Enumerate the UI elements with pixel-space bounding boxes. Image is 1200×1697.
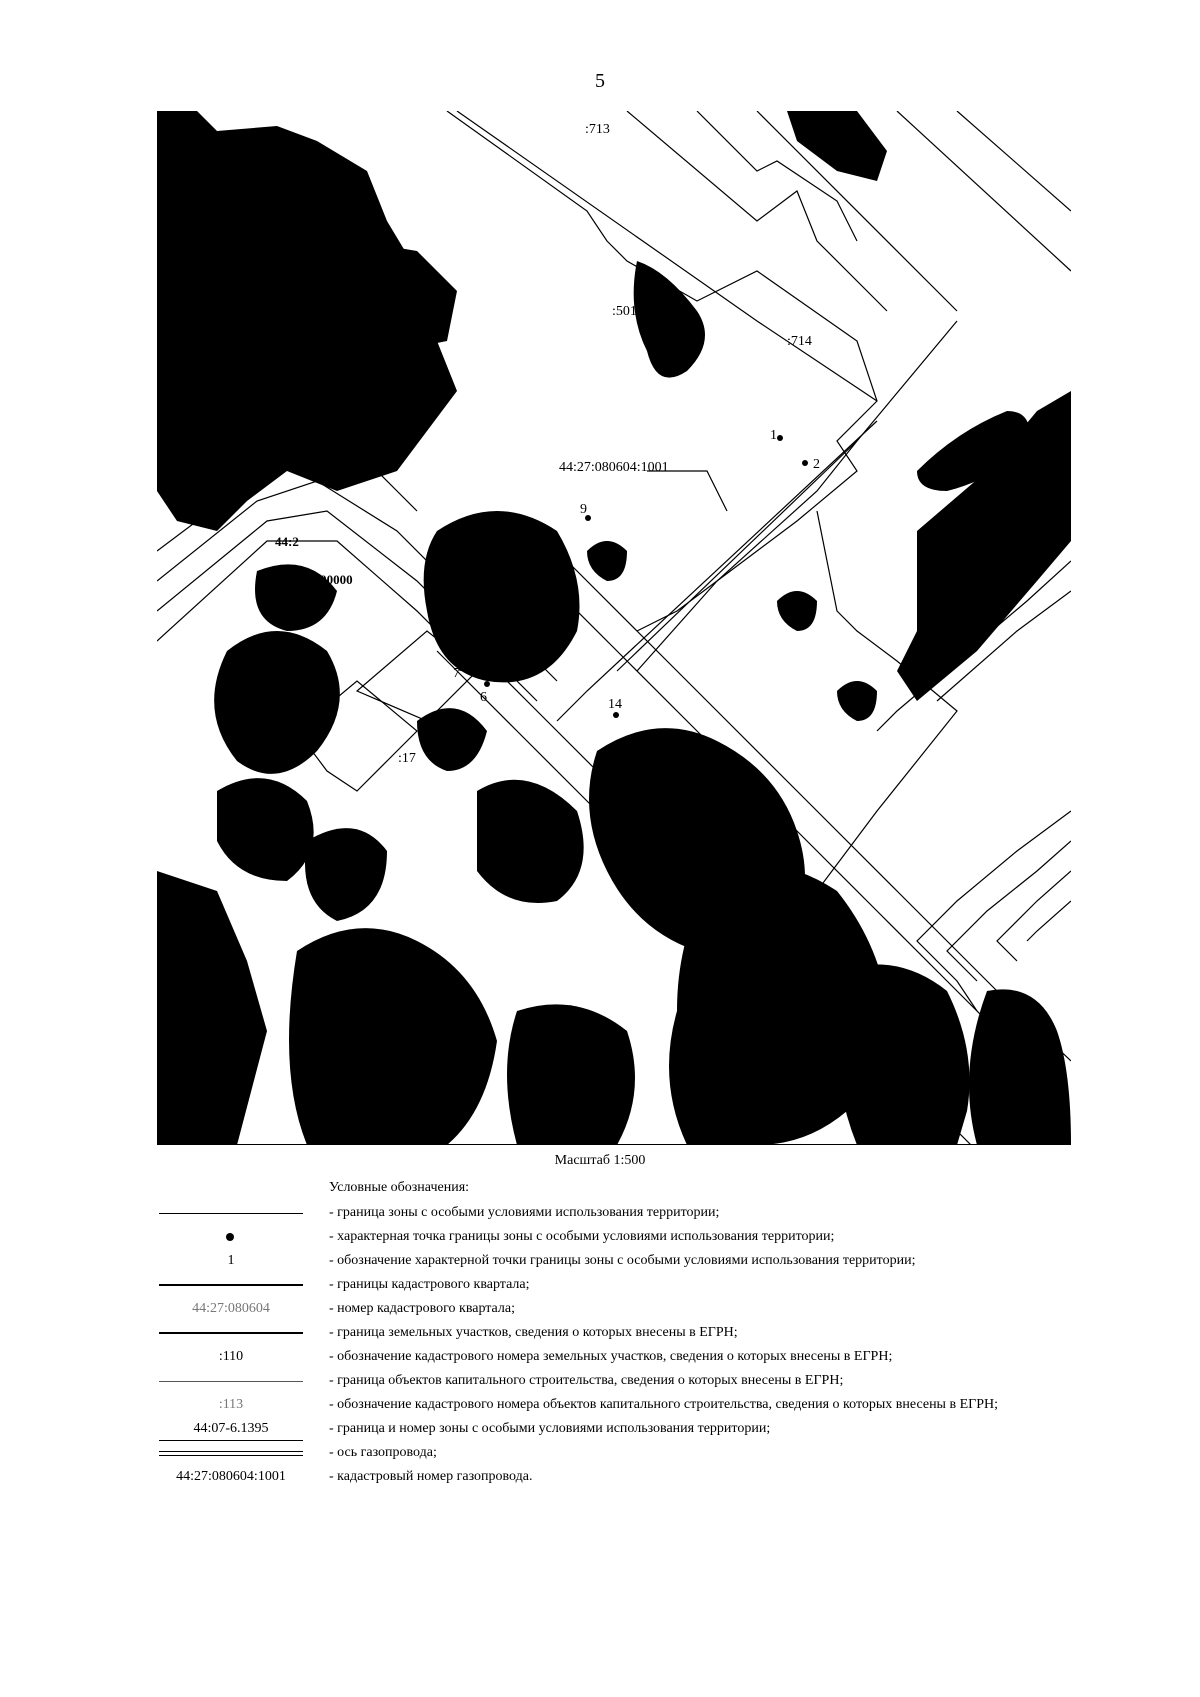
map-bottom-border	[157, 1144, 1071, 1145]
point-label-14: 14	[608, 697, 622, 712]
legend-text: - границы кадастрового квартала;	[329, 1277, 530, 1292]
legend-text: - граница земельных участков, сведения о которых внесены в ЕГРН;	[329, 1325, 738, 1340]
legend-item-quarter-boundary	[157, 1274, 1077, 1298]
vegetation-masses	[157, 111, 1071, 1145]
legend-text: - граница зоны с особыми условиями использования территории;	[329, 1205, 720, 1220]
boundary-point	[613, 712, 619, 718]
legend-item-gas-number	[157, 1466, 1077, 1490]
legend-symbol	[157, 1202, 305, 1226]
legend-symbol	[157, 1322, 305, 1346]
cadastral-map	[157, 111, 1071, 1145]
zone-label-6-64: 44:27-6.64	[620, 869, 678, 884]
legend-text: - граница и номер зоны с особыми условиями использования территории;	[329, 1421, 771, 1436]
parcel-label-713: :713	[585, 122, 610, 137]
point-label-1: 1	[770, 428, 777, 443]
point-label-7: 7	[453, 666, 460, 681]
legend-item-building-boundary	[157, 1370, 1077, 1394]
legend-text: - характерная точка границы зоны с особыми условиями использования территории;	[329, 1229, 835, 1244]
legend-text: - номер кадастрового квартала;	[329, 1301, 515, 1316]
point-label-2: 2	[813, 457, 820, 472]
parcel-label-17: :17	[398, 751, 416, 766]
legend-text: - кадастровый номер газопровода.	[329, 1469, 533, 1484]
legend-item-parcel-boundary	[157, 1322, 1077, 1346]
point-marker-icon	[226, 1233, 234, 1241]
legend-symbol	[157, 1274, 305, 1298]
boundary-point	[484, 681, 490, 687]
legend-item-zone-point	[157, 1226, 1077, 1250]
legend-item-quarter-number	[157, 1298, 1077, 1322]
legend-text: - обозначение кадастрового номера земельных участков, сведения о которых внесены в ЕГРН;	[329, 1349, 893, 1364]
quarter-label-short: 44:2	[275, 534, 299, 549]
gas-pipeline-label: 44:27:080604:1001	[559, 460, 669, 475]
legend-item-gas-axis	[157, 1442, 1077, 1466]
legend-symbol: :113	[218, 1397, 244, 1412]
legend-item-building-number	[157, 1394, 1077, 1418]
legend-symbol	[157, 1226, 305, 1250]
zone-label-6-79: 44:27-6.79	[207, 457, 265, 472]
boundary-point	[777, 435, 783, 441]
legend-item-zone-number	[157, 1418, 1077, 1442]
point-label-9: 9	[580, 502, 587, 517]
legend-item-parcel-number	[157, 1346, 1077, 1370]
legend-symbol: 44:27:080604:1001	[176, 1469, 286, 1484]
parcel-label-714: :714	[787, 334, 812, 349]
map-canvas	[157, 111, 1071, 1145]
point-label-6: 6	[480, 690, 487, 705]
legend-text: - ось газопровода;	[329, 1445, 437, 1460]
parcel-label-501: :501	[612, 304, 637, 319]
legend-symbol	[157, 1442, 305, 1466]
legend-text: - обозначение характерной точки границы зоны с особыми условиями использования территории;	[329, 1253, 916, 1268]
legend-text: - граница объектов капитального строительства, сведения о которых внесены в ЕГРН;	[329, 1373, 844, 1388]
legend-item-zone-boundary	[157, 1202, 1077, 1226]
legend-symbol: 1	[227, 1253, 235, 1268]
page-number: 5	[595, 70, 605, 92]
legend-symbol	[157, 1370, 305, 1394]
quarter-label: 44:27:000000	[279, 572, 353, 587]
map-scale: Масштаб 1:500	[554, 1153, 646, 1168]
boundary-point	[802, 460, 808, 466]
legend-symbol: :110	[218, 1349, 244, 1364]
legend-text: - обозначение кадастрового номера объектов капитального строительства, сведения о которых внесены в ЕГРН;	[329, 1397, 999, 1412]
legend-symbol: 44:07-6.1395	[157, 1418, 305, 1442]
legend-title: Условные обозначения:	[329, 1180, 470, 1195]
legend-item-point-label	[157, 1250, 1077, 1274]
legend-symbol: 44:27:080604	[192, 1301, 270, 1316]
